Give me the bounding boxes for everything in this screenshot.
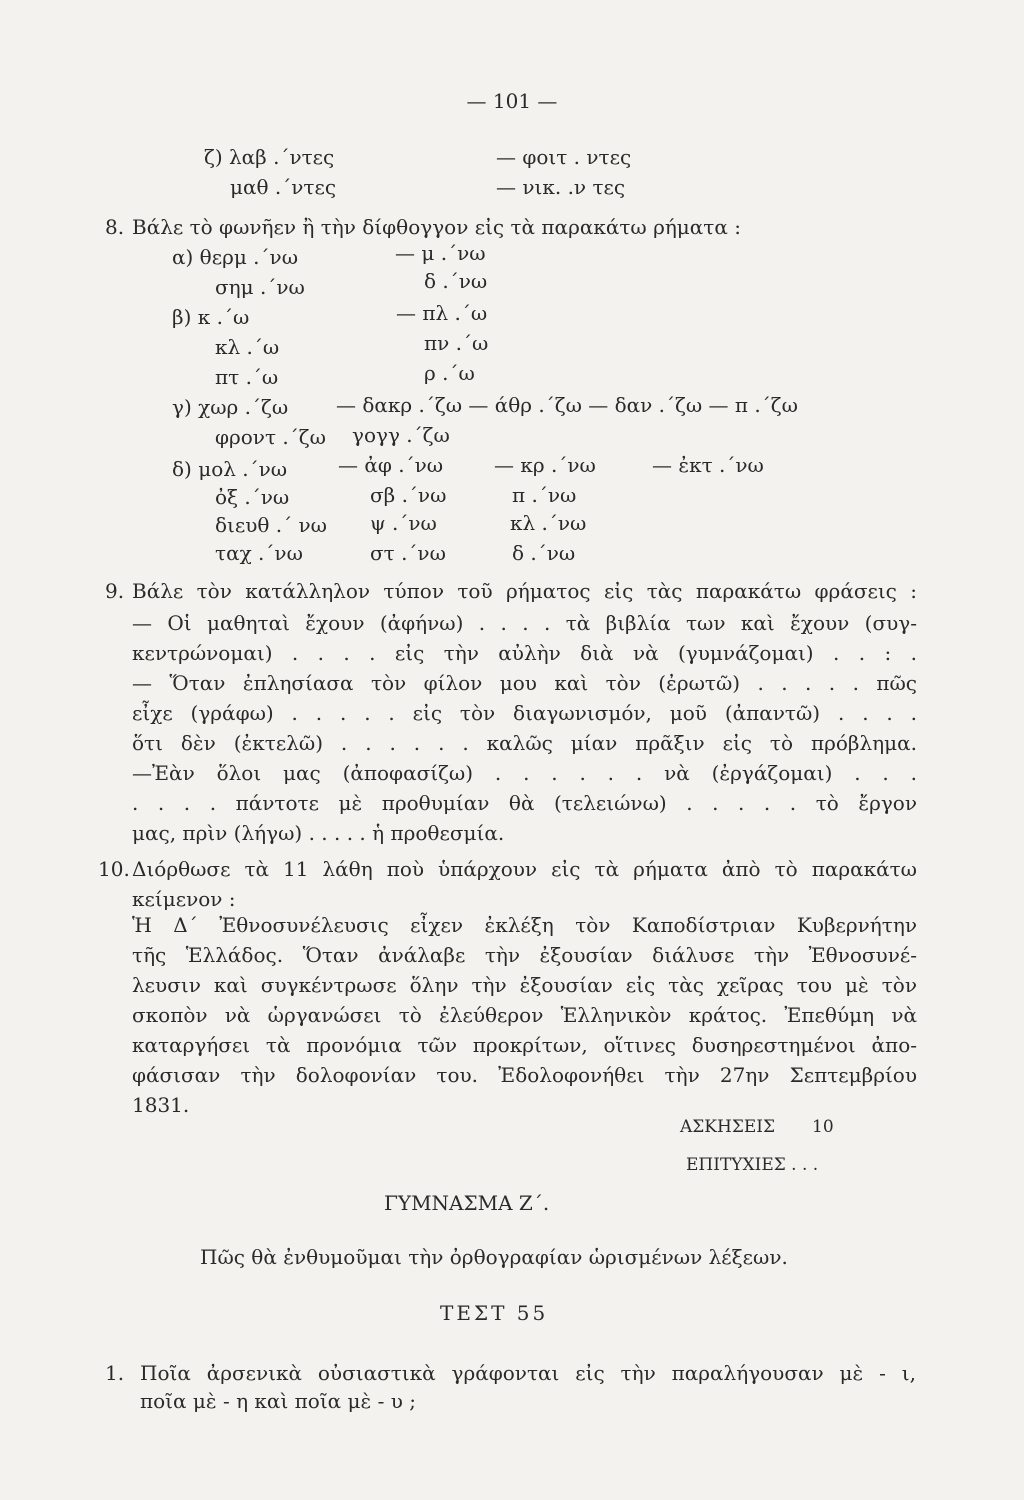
- ex8-b2b: πν .΄ω: [424, 331, 489, 355]
- ex8-b3b: ρ .΄ω: [424, 361, 475, 385]
- ex8-a2: σημ .΄νω: [215, 275, 305, 299]
- test-heading: ΤΕΣΤ 55: [440, 1301, 549, 1325]
- top-row1-left: ζ) λαβ .΄ντες: [204, 145, 335, 169]
- ex8-d3: διευθ .΄ νω: [215, 513, 327, 537]
- ex8-d4c: δ .΄νω: [512, 541, 576, 565]
- ex10-line: τῆς Ἑλλάδος. Ὅταν ἀνάλαβε τὴν ἐξουσίαν διάλυσε τὴν Ἐθνοσυνέ-: [132, 943, 917, 967]
- ex9-line: ὅτι δὲν (ἐκτελῶ) . . . . . . καλῶς μίαν πρᾶξιν εἰς τὸ πρόβλημα.: [132, 731, 917, 755]
- q1-number: 1.: [105, 1361, 125, 1385]
- ex8-d2b: σβ .΄νω: [370, 483, 447, 507]
- ex10-line: καταργήσει τὰ προνόμια τῶν προκρίτων, οἵτινες δυσηρεστημένοι ἀπο-: [132, 1033, 917, 1057]
- ex8-a2b: δ .΄νω: [424, 269, 488, 293]
- ex8-c2: φροντ .΄ζω: [215, 425, 326, 449]
- gymnasma-title: ΓΥΜΝΑΣΜΑ Ζ΄.: [384, 1191, 550, 1215]
- ex8-instruction: Βάλε τὸ φωνῆεν ἢ τὴν δίφθογγον εἰς τὰ παρακάτω ρήματα :: [132, 215, 741, 239]
- ex8-d2c: π .΄νω: [512, 483, 577, 507]
- ex10-line: Διόρθωσε τὰ 11 λάθη ποὺ ὑπάρχουν εἰς τὰ ρήματα ἀπὸ τὸ παρακάτω: [132, 857, 917, 881]
- ex9-line: — Ὅταν ἐπλησίασα τὸν φίλον μου καὶ τὸν (ἐρωτῶ) . . . . . πῶς: [132, 671, 917, 695]
- ex9-line: —Ἐὰν ὅλοι μας (ἀποφασίζω) . . . . . . νὰ (ἐργάζομαι) . . .: [132, 761, 917, 785]
- score-exercises-label: ΑΣΚΗΣΕΙΣ: [680, 1117, 775, 1137]
- gymnasma-subtitle: Πῶς θὰ ἐνθυμοῦμαι τὴν ὀρθογραφίαν ὡρισμένων λέξεων.: [200, 1245, 788, 1269]
- q1-line: ποῖα μὲ - η καὶ ποῖα μὲ - υ ;: [140, 1389, 416, 1413]
- q1-line: Ποῖα ἀρσενικὰ οὐσιαστικὰ γράφονται εἰς τὴν παραλήγουσαν μὲ - ι,: [140, 1361, 916, 1385]
- ex8-d4b: στ .΄νω: [370, 541, 446, 565]
- ex8-d3b: ψ .΄νω: [370, 511, 437, 535]
- top-row1-right: — φοιτ . ντες: [496, 145, 632, 169]
- ex8-d1d: — ἐκτ .΄νω: [652, 453, 764, 477]
- page-number: — 101 —: [466, 89, 558, 113]
- ex9-line: Βάλε τὸν κατάλληλον τύπον τοῦ ρήματος εἰς τὰς παρακάτω φράσεις :: [132, 579, 917, 603]
- ex9-number: 9.: [105, 579, 125, 603]
- ex8-d1b: — ἀφ .΄νω: [338, 453, 444, 477]
- ex8-b2: κλ .΄ω: [215, 335, 280, 359]
- ex8-b1: β) κ .΄ω: [172, 305, 250, 329]
- ex8-d1c: — κρ .΄νω: [494, 453, 596, 477]
- ex10-line: Ἡ Δ΄ Ἐθνοσυνέλευσις εἶχεν ἐκλέξη τὸν Καποδίστριαν Κυβερνήτην: [132, 913, 917, 937]
- ex8-b3: πτ .΄ω: [215, 365, 279, 389]
- top-row2-right: — νικ. .ν τες: [496, 175, 626, 199]
- ex10-line: φάσισαν τὴν δολοφονίαν του. Ἐδολοφονήθει τὴν 27ην Σεπτεμβρίου: [132, 1063, 917, 1087]
- ex8-number: 8.: [105, 215, 125, 239]
- score-successes-label: ΕΠΙΤΥΧΙΕΣ . . .: [686, 1155, 819, 1175]
- ex8-a1: α) θερμ .΄νω: [172, 245, 299, 269]
- ex8-b1b: — πλ .΄ω: [396, 301, 488, 325]
- ex8-c2b: γογγ .΄ζω: [352, 423, 450, 447]
- ex8-a1b: — μ .΄νω: [395, 241, 486, 265]
- ex8-d2: ὀξ .΄νω: [215, 485, 290, 509]
- ex8-c1: γ) χωρ .΄ζω: [172, 395, 289, 419]
- ex8-c1b: — δακρ .΄ζω — άθρ .΄ζω — δαν .΄ζω — π .΄ζω: [336, 393, 798, 417]
- top-row2-left: μαθ .΄ντες: [230, 175, 337, 199]
- ex8-d4: ταχ .΄νω: [215, 541, 303, 565]
- ex10-line: σκοπὸν νὰ ὡργανώσει τὸ ἐλεύθερον Ἑλληνικὸν κράτος. Ἐπεθύμη νὰ: [132, 1003, 917, 1027]
- score-exercises-value: 10: [812, 1117, 834, 1137]
- ex9-line: εἶχε (γράφω) . . . . . εἰς τὸν διαγωνισμόν, μοῦ (ἀπαντῶ) . . . .: [132, 701, 917, 725]
- ex9-line: κεντρώνομαι) . . . . εἰς τὴν αὐλὴν διὰ νὰ (γυμνάζομαι) . . : .: [132, 641, 917, 665]
- ex8-d3c: κλ .΄νω: [510, 511, 587, 535]
- ex10-line: κείμενον :: [132, 887, 236, 911]
- ex8-d1: δ) μολ .΄νω: [172, 457, 288, 481]
- ex10-line: 1831.: [132, 1093, 190, 1117]
- ex10-number: 10.: [98, 857, 130, 881]
- ex10-line: λευσιν καὶ συγκέντρωσε ὅλην τὴν ἐξουσίαν εἰς τὰς χεῖρας του μὲ τὸν: [132, 973, 917, 997]
- ex9-line: . . . . πάντοτε μὲ προθυμίαν θὰ (τελειώνω) . . . . . τὸ ἔργον: [132, 791, 917, 815]
- ex9-line: μας, πρὶν (λήγω) . . . . . ἡ προθεσμία.: [132, 821, 505, 845]
- ex9-line: — Οἱ μαθηταὶ ἔχουν (ἀφήνω) . . . . τὰ βιβλία των καὶ ἔχουν (συγ-: [132, 611, 917, 635]
